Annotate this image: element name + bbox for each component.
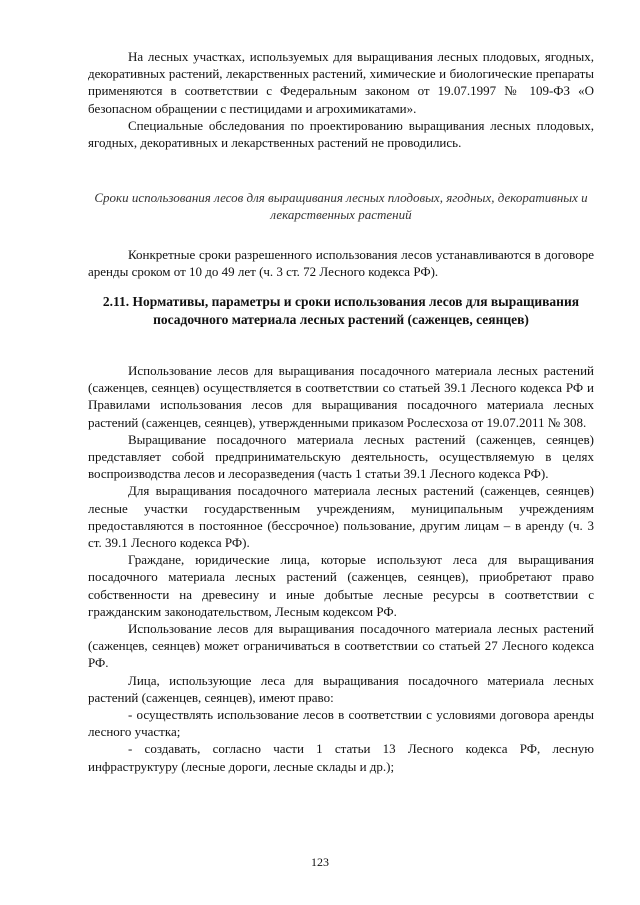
terms-block — [88, 246, 594, 280]
paragraph-land-provision: Для выращивания посадочного материала лесных растений (саженцев, сеянцев) лесные участки государственным учреждениям, муниципальным учреждениям предоставляются в постоянное (бессрочное) пользование, другим лицам – в аренду (ч. 3 ст. 39.1 Лесного кодекса РФ). — [88, 483, 594, 551]
paragraph-rights-intro: Лица, использующие леса для выращивания посадочного материала лесных растений (саженцев, сеянцев), имеют право: — [88, 672, 594, 705]
paragraph-restrictions: Использование лесов для выращивания посадочного материала лесных растений (саженцев, сеянцев) может ограничиваться в соответствии со статьей 27 Лесного кодекса РФ. — [88, 621, 594, 671]
top-text-block — [88, 48, 594, 151]
list-item-lease-conditions: - осуществлять использование лесов в соответствии с условиями договора аренды лесного участка; — [88, 707, 594, 740]
page-number: 123 — [311, 855, 329, 869]
paragraph-ownership-rights: Граждане, юридические лица, которые используют леса для выращивания посадочного материала лесных растений (саженцев, сеянцев), приобретают право собственности на древесину и иные добытые лесные ресурсы в соответствии с гражданским законодательством, Лесным кодексом РФ. — [88, 552, 594, 619]
paragraph-surveys: Специальные обследования по проектированию выращивания лесных плодовых, ягодных, декоративных и лекарственных растений не проводились. — [88, 117, 594, 151]
paragraph-pesticides: На лесных участках, используемых для выращивания лесных плодовых, ягодных, декоративных растений, лекарственных растений, химические и биологические препараты применяются в соответствии с Федеральным законом от 19.07.1997 № 109-ФЗ «О безопасном обращении с пестицидами и агрохимикатами». — [88, 49, 594, 116]
paragraph-legal-basis: Использование лесов для выращивания посадочного материала лесных растений (саженцев, сеянцев) осуществляется в соответствии со статьей 39.1 Лесного кодекса РФ и Правилами использования лесов для выращивания посадочного материала лесных растений (саженцев, сеянцев), утвержденными приказом Рослесхоза от 19.07.2011 № 308. — [88, 363, 594, 430]
list-item-infrastructure: - создавать, согласно части 1 статьи 13 Лесного кодекса РФ, лесную инфраструктуру (лесные дороги, лесные склады и др.); — [88, 741, 594, 774]
body-text-block — [88, 362, 594, 775]
paragraph-business-activity: Выращивание посадочного материала лесных растений (саженцев, сеянцев) представляет собой предпринимательскую деятельность, осуществляемую в целях воспроизводства лесов и лесоразведения (часть 1 статьи 39.1 Лесного кодекса РФ). — [88, 431, 594, 482]
paragraph-lease-terms: Конкретные сроки разрешенного использования лесов устанавливаются в договоре аренды сроком от 10 до 49 лет (ч. 3 ст. 72 Лесного кодекса РФ). — [88, 247, 594, 280]
italic-subtitle: Сроки использования лесов для выращивания лесных плодовых, ягодных, декоративных и лекарственных растений — [94, 190, 588, 223]
section-heading: 2.11. Нормативы, параметры и сроки использования лесов для выращивания посадочного материала лесных растений (саженцев, сеянцев) — [102, 294, 580, 327]
